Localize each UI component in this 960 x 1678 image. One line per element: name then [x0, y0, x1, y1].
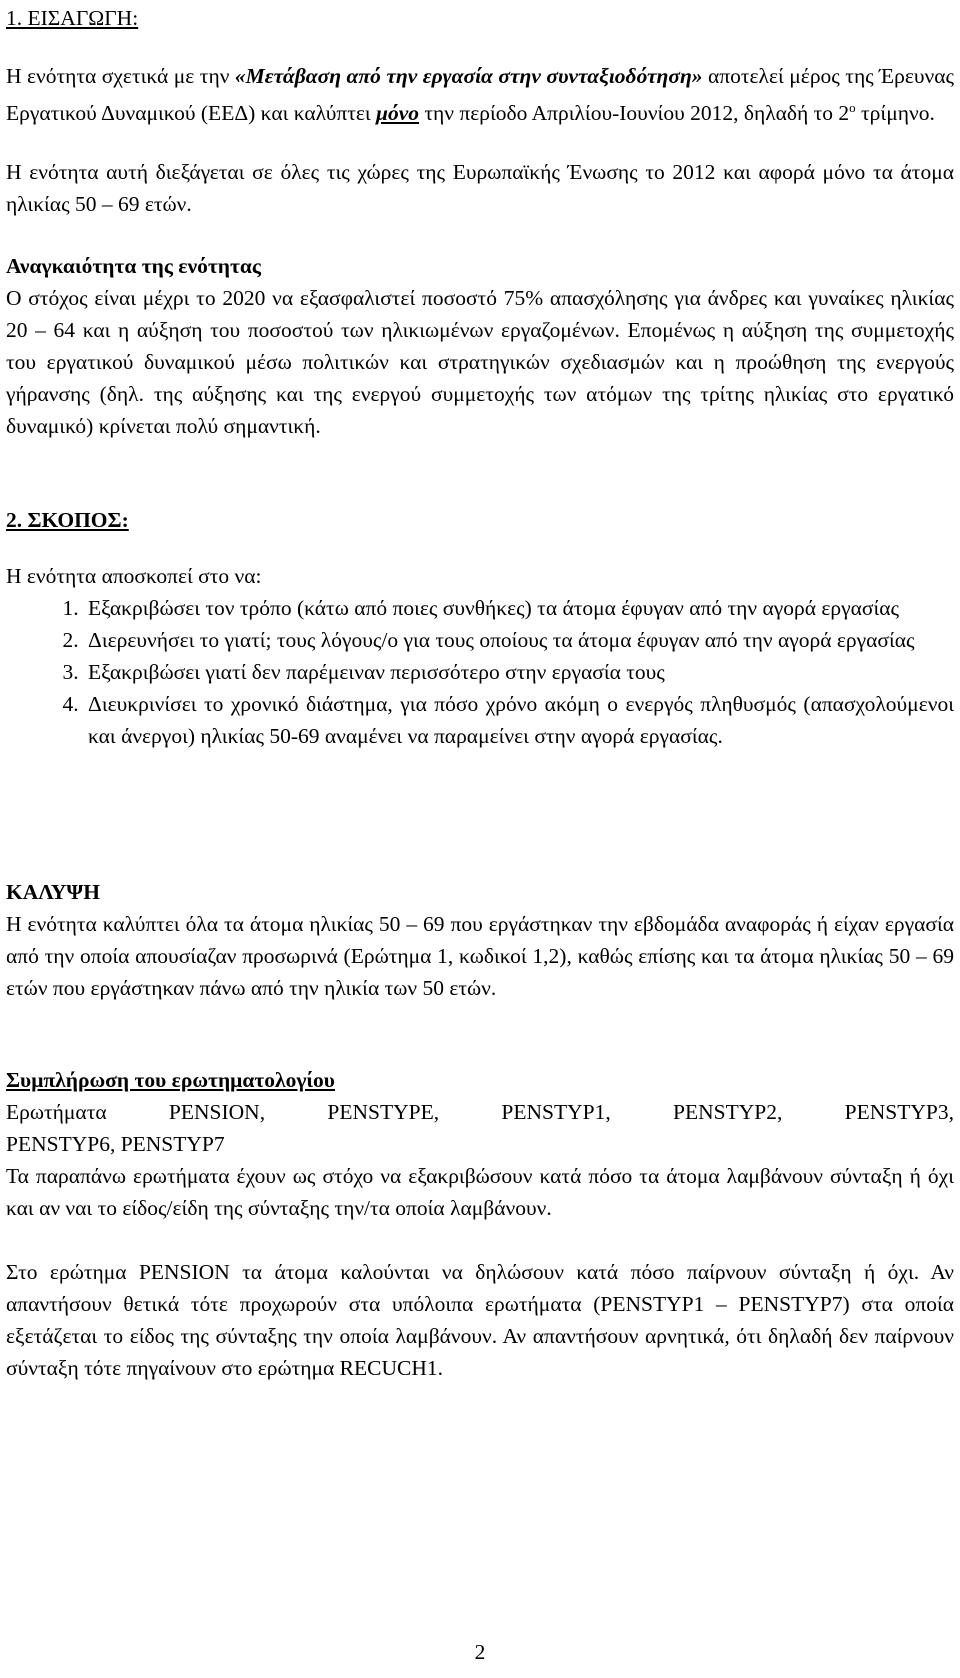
page-number: 2: [474, 1640, 486, 1664]
completion-paragraph-1: Τα παραπάνω ερωτήματα έχουν ως στόχο να εξακριβώσουν κατά πόσο τα άτομα λαμβάνουν σύνταξη ή όχι και αν ναι το είδος/είδη της σύνταξης την/τα οποία λαμβάνουν.: [6, 1164, 954, 1220]
list-item: 3. Εξακριβώσει γιατί δεν παρέμειναν περισσότερο στην εργασία τους: [84, 656, 954, 688]
need-paragraph: Ο στόχος είναι μέχρι το 2020 να εξασφαλιστεί ποσοστό 75% απασχόλησης για άνδρες και γυναίκες ηλικίας 20 – 64 και η αύξηση του ποσοστού των ηλικιωμένων εργαζομένων. Επομένως η αύξηση της συμμετοχής του εργατικού δυναμικού μέσω πολιτικών και στρατηγικών σχεδιασμών και η προώθηση της ενεργούς γήρανσης (δηλ. της αύξησης και της ενεργού συμμετοχής των ατόμων της τρίτης ηλικίας στο εργατικό δυναμικό) κρίνεται πολύ σημαντική.: [6, 286, 954, 438]
list-item: 1. Εξακριβώσει τον τρόπο (κάτω από ποιες συνθήκες) τα άτομα έφυγαν από την αγορά εργασίας: [84, 592, 954, 624]
section1-heading: 1. ΕΙΣΑΓΩΓΗ:: [6, 6, 139, 30]
scope-paragraph: Η ενότητα αυτή διεξάγεται σε όλες τις χώρες της Ευρωπαϊκής Ένωσης το 2012 και αφορά μόνο τα άτομα ηλικίας 50 – 69 ετών.: [6, 160, 954, 216]
intro-paragraph: Η ενότητα σχετικά με την «Μετάβαση από την εργασία στην συνταξιοδότηση» αποτελεί μέρος της Έρευνας Εργατικού Δυναμικού (ΕΕΔ) και καλύπτει μόνο την περίοδο Απριλίου-Ιουνίου 2012, δηλαδή το $2^o$ τρίμηνο.: [6, 64, 955, 126]
questions-line-2: PENSTYP6, PENSTYP7: [6, 1132, 225, 1156]
completion-paragraph-2: Στο ερώτημα PENSION τα άτομα καλούνται να δηλώσουν κατά πόσο παίρνουν σύνταξη ή όχι. Αν απαντήσουν θετικά τότε προχωρούν στα υπόλοιπα ερωτήματα (PENSTYP1 – PENSTYP7) στα οποία εξετάζεται το είδος της σύνταξης την οποία λαμβάνουν. Αν απαντήσουν αρνητικά, ότι δηλαδή δεν παίρνουν σύνταξη τότε πηγαίνουν στο ερώτημα RECUCH1.: [6, 1260, 954, 1380]
list-item: 2. Διερευνήσει το γιατί; τους λόγους/ο για τους οποίους τα άτομα έφυγαν από την αγορά εργασίας: [84, 624, 954, 656]
aims-list: [6, 592, 954, 752]
need-heading: Αναγκαιότητα της ενότητας: [6, 254, 261, 278]
completion-heading: Συμπλήρωση του ερωτηματολογίου: [6, 1068, 335, 1092]
questions-line-1: Ερωτήματα PENSION, PENSTYPE, PENSTYP1, PENSTYP2, PENSTYP3,: [6, 1100, 954, 1124]
list-item: 4. Διευκρινίσει το χρονικό διάστημα, για πόσο χρόνο ακόμη ο ενεργός πληθυσμός (απασχολούμενοι και άνεργοι) ηλικίας 50-69 αναμένει να παραμείνει στην αγορά εργασίας.: [84, 688, 954, 752]
coverage-paragraph: Η ενότητα καλύπτει όλα τα άτομα ηλικίας 50 – 69 που εργάστηκαν την εβδομάδα αναφοράς ή είχαν εργασία από την οποία απουσίαζαν προσωρινά (Ερώτημα 1, κωδικοί 1,2), καθώς επίσης και τα άτομα ηλικίας 50 – 69 ετών που εργάστηκαν πάνω από την ηλικία των 50 ετών.: [6, 912, 954, 1000]
coverage-heading: ΚΑΛΥΨΗ: [6, 880, 100, 904]
aims-intro: Η ενότητα αποσκοπεί στο να:: [6, 564, 262, 588]
section2-heading: 2. ΣΚΟΠΟΣ:: [6, 508, 129, 532]
